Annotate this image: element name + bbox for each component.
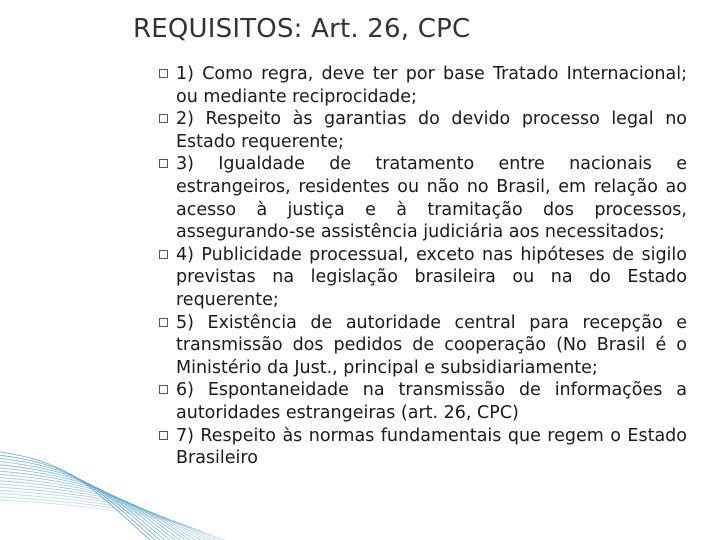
bullet-text: 3) Igualdade de tratamento entre nacionais e estrangeiros, residentes ou não no Brasil, em relação ao acesso à justiça e à tramitação dos processos, assegurando-se assistência judiciária aos necessitados;: [176, 154, 687, 243]
bullet-item: [159, 108, 687, 153]
bullet-list: [159, 63, 687, 470]
checkbox-bullet-icon: [159, 318, 168, 327]
checkbox-bullet-icon: [159, 159, 168, 168]
bullet-item: [159, 244, 687, 312]
checkbox-bullet-icon: [159, 114, 168, 123]
decor-line-group: [0, 452, 225, 540]
decor-line: [0, 474, 185, 540]
slide-title: REQUISITOS: Art. 26, CPC: [133, 14, 471, 44]
decorative-wave-lines: [0, 440, 240, 540]
checkbox-bullet-icon: [159, 431, 168, 440]
checkbox-bullet-icon: [159, 69, 168, 78]
checkbox-bullet-icon: [159, 250, 168, 259]
bullet-text: 4) Publicidade processual, exceto nas hipóteses de sigilo previstas na legislação brasileira ou na do Estado requerente;: [176, 244, 687, 310]
decor-line: [0, 452, 150, 540]
bullet-text: 7) Respeito às normas fundamentais que regem o Estado Brasileiro: [176, 425, 687, 469]
bullet-text: 5) Existência de autoridade central para recepção e transmissão dos pedidos de cooperação (No Brasil é o Ministério da Just., principal e subsidiariamente;: [176, 312, 687, 378]
decor-line: [0, 465, 170, 540]
bullet-item: [159, 63, 687, 108]
bullet-text: 1) Como regra, deve ter por base Tratado Internacional; ou mediante reciprocidade;: [176, 64, 687, 107]
decor-line: [0, 497, 220, 540]
bullet-text: 6) Espontaneidade na transmissão de informações a autoridades estrangeiras (art. 26, CPC): [176, 380, 687, 423]
bullet-text: 2) Respeito às garantias do devido processo legal no Estado requerente;: [176, 109, 687, 152]
bullet-item: [159, 153, 687, 243]
bullet-item: [159, 379, 687, 424]
bullet-item: [159, 312, 687, 380]
checkbox-bullet-icon: [159, 385, 168, 394]
